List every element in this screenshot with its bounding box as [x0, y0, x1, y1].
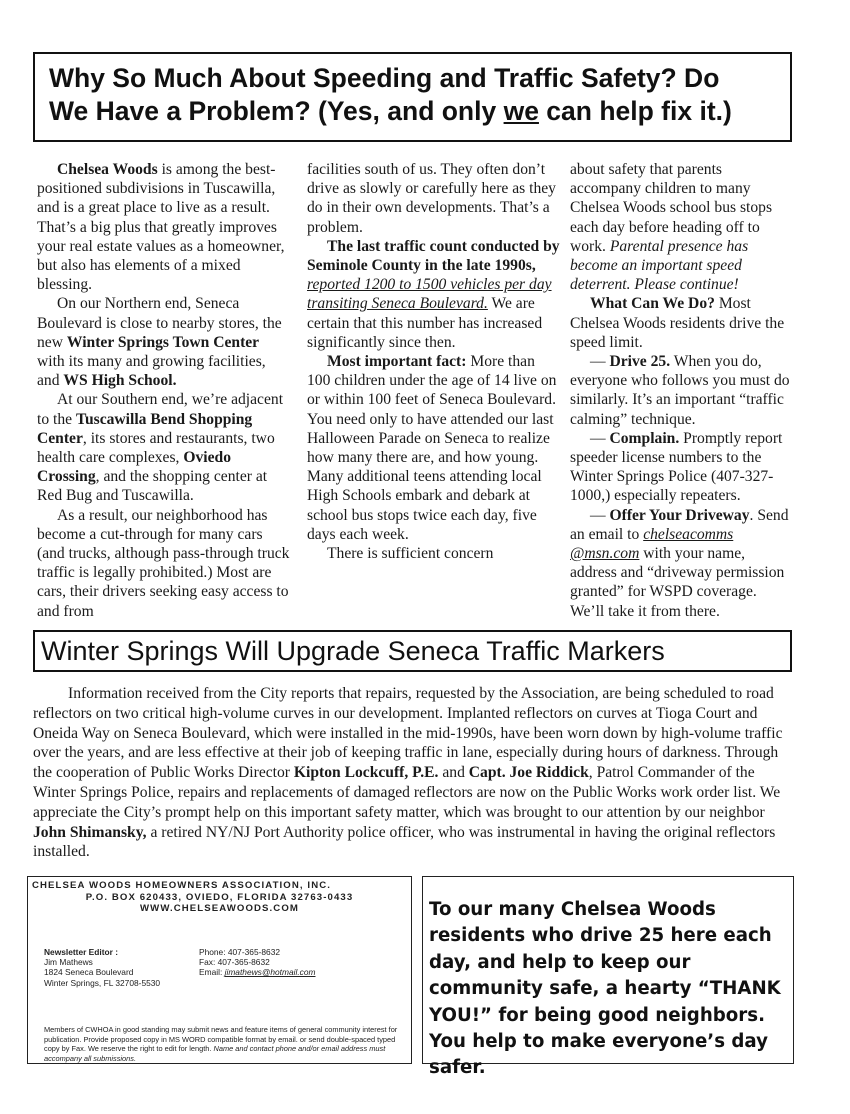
text: More than 100 children under the age of 14 live on or within 100 feet of Seneca Boulevard. You need only to have attended our last Halloween Parade on Seneca to realize how many there are, and how young. Many additional teens attending local High Schools embark and debark at school bus stops twice each day, five days each week.: [307, 353, 557, 543]
paragraph: [570, 506, 792, 621]
text: is among the best-positioned subdivisions in Tuscawilla, and is a great place to live as a result. That’s a big plus that greatly improves your real estate values as a homeowner, but also has elements of a mixed blessing.: [37, 161, 285, 294]
bold-text: Winter Springs Town Center: [66, 333, 260, 351]
editor-email-line: [199, 967, 399, 977]
paragraph: There is sufficient concern: [327, 545, 494, 563]
article2-headline: Winter Springs Will Upgrade Seneca Traffic Markers: [33, 630, 792, 672]
editor-phone: Phone: 407-365-8632: [199, 947, 281, 957]
editor-email-link[interactable]: jimathews@hotmail.com: [224, 967, 316, 978]
paragraph: [570, 429, 792, 506]
italic-text: Parental presence has become an important speed deterrent. Please continue!: [570, 237, 749, 294]
bold-text: John Shimansky,: [33, 823, 147, 841]
editor-address: [44, 947, 194, 988]
submission-note: [44, 1025, 404, 1063]
text: and: [438, 764, 469, 782]
association-info-box: [27, 876, 412, 1064]
association-website[interactable]: WWW.CHELSEAWOODS.COM: [140, 903, 299, 914]
association-address: P.O. BOX 620433, OVIEDO, FLORIDA 32763-0433: [85, 891, 354, 903]
email-link[interactable]: chelseacomms @msn.com: [570, 525, 734, 563]
text: , its stores and restaurants, two health care complexes,: [37, 429, 275, 467]
bold-text: Capt. Joe Riddick: [468, 764, 589, 782]
association-name: CHELSEA WOODS HOMEOWNERS ASSOCIATION, INC.: [32, 880, 332, 891]
text: Send an email to: [570, 506, 789, 543]
headline-line-2-end: can help fix it.): [538, 96, 732, 126]
text: with your name, address and “driveway permission granted” for WSPD coverage. We’ll take it from there.: [570, 545, 785, 620]
paragraph: [37, 160, 290, 294]
bold-text: Drive 25.: [609, 353, 671, 371]
text: Most Chelsea Woods residents drive the speed limit.: [570, 295, 785, 351]
paragraph: [307, 237, 562, 352]
article1-column-3: [570, 160, 792, 621]
email-label: Email:: [199, 967, 225, 978]
underlined-citation: reported 1200 to 1500 vehicles per day transiting Seneca Boulevard.: [307, 276, 552, 313]
text: On our Northern end, Seneca Boulevard is close to nearby stores, the new: [37, 295, 282, 351]
text: with its many and growing facilities, and: [37, 353, 266, 390]
paragraph: [37, 294, 290, 390]
headline-line-2-start: We Have a Problem? (Yes, and only: [49, 96, 504, 126]
text: When you do, everyone who follows you must do similarly. It’s an important “traffic calming” technique.: [570, 353, 790, 428]
main-headline: [33, 52, 792, 142]
dash: —: [590, 353, 610, 371]
text: , and the shopping center at Red Bug and Tuscawilla.: [37, 468, 268, 505]
bold-text: Most important fact:: [327, 353, 467, 371]
italic-text: Name and contact phone and/or email address must accompany all submissions.: [44, 1044, 386, 1063]
dash: —: [590, 429, 610, 447]
text: Information received from the City reports that repairs, requested by the Association, are being scheduled to road reflectors on two critical high-volume curves in our development. Implanted reflectors on curves at Tioga Court and Oneida Way on Seneca Boulevard, which were installed in the mid-1990s, have been worn down by high-volume traffic over the years, and are less effective at their job of keeping traffic in lane, especially during hours of darkness. Through the cooperation of Public Works Director: [33, 685, 783, 782]
bold-text: The last traffic count conducted by Seminole County in the late 1990s,: [307, 237, 560, 275]
dash: —: [590, 506, 610, 524]
bold-text: Kipton Lockcuff, P.E.: [293, 764, 439, 782]
article2-body: [33, 684, 797, 862]
editor-city: Winter Springs, FL 32708-5530: [44, 977, 161, 988]
bold-text: Complain.: [609, 429, 680, 447]
editor-label: Newsletter Editor :: [44, 947, 118, 957]
bold-text: Offer Your Driveway: [609, 506, 750, 524]
paragraph: [570, 160, 792, 294]
article1-column-1: [37, 160, 290, 621]
text: We are certain that this number has increased significantly since then.: [307, 295, 543, 351]
paragraph: facilities south of us. They often don’t drive as slowly or carefully here as they do in their own developments. That’s a problem.: [307, 161, 556, 236]
text: Members of CWHOA in good standing may submit news and feature items of general community interest for publication. Provide proposed copy in MS WORD compatible format by email. or send double-spaced typed copy by Fax. We reserve the right to edit for length.: [44, 1025, 398, 1054]
text: about safety that parents accompany children to many Chelsea Woods school bus stops each day before heading off to work.: [570, 161, 773, 255]
paragraph: [307, 352, 562, 544]
article1-column-2: [307, 160, 562, 563]
thank-you-box: To our many Chelsea Woods residents who drive 25 here each day, and help to keep our community safe, a hearty “THANK YOU!” for being good neighbors. You help to make everyone’s day safer.: [422, 876, 794, 1064]
paragraph: [37, 390, 290, 505]
headline-line-2: [49, 95, 776, 128]
bold-text: Chelsea Woods: [57, 161, 158, 178]
bold-text: Oviedo Crossing: [37, 449, 231, 486]
editor-name: Jim Mathews: [44, 957, 93, 968]
text: .: [749, 506, 754, 524]
text: Promptly report speeder license numbers to the Winter Springs Police (407-327-1000,) especially repeaters.: [570, 429, 783, 505]
bold-text: WS High School.: [63, 372, 177, 390]
paragraph: [570, 352, 792, 429]
bold-text: Tuscawilla Bend Shopping Center: [37, 410, 253, 447]
headline-line-1: Why So Much About Speeding and Traffic Safety? Do: [49, 63, 720, 93]
bold-text: What Can We Do?: [590, 295, 715, 313]
editor-fax: Fax: 407-365-8632: [199, 957, 270, 968]
paragraph: As a result, our neighborhood has become a cut-through for many cars (and trucks, although pass-through truck traffic is legally prohibited.) Most are cars, their drivers seeking easy access to and from: [37, 506, 290, 620]
text: , Patrol Commander of the Winter Springs Police, repairs and replacements of damaged reflectors are now on the Public Works work order list. We appreciate the City’s prompt help on this important safety matter, which was brought to our attention by our neighbor: [33, 764, 781, 821]
association-header: [28, 880, 411, 915]
headline-underlined-we: we: [503, 96, 539, 126]
text: a retired NY/NJ Port Authority police officer, who was instrumental in having the original reflectors installed.: [33, 823, 776, 861]
editor-phone-fax-email: [199, 947, 399, 978]
paragraph: [33, 684, 797, 862]
editor-street: 1824 Seneca Boulevard: [44, 967, 134, 978]
paragraph: [570, 294, 792, 352]
text: At our Southern end, we’re adjacent to the: [37, 391, 284, 428]
